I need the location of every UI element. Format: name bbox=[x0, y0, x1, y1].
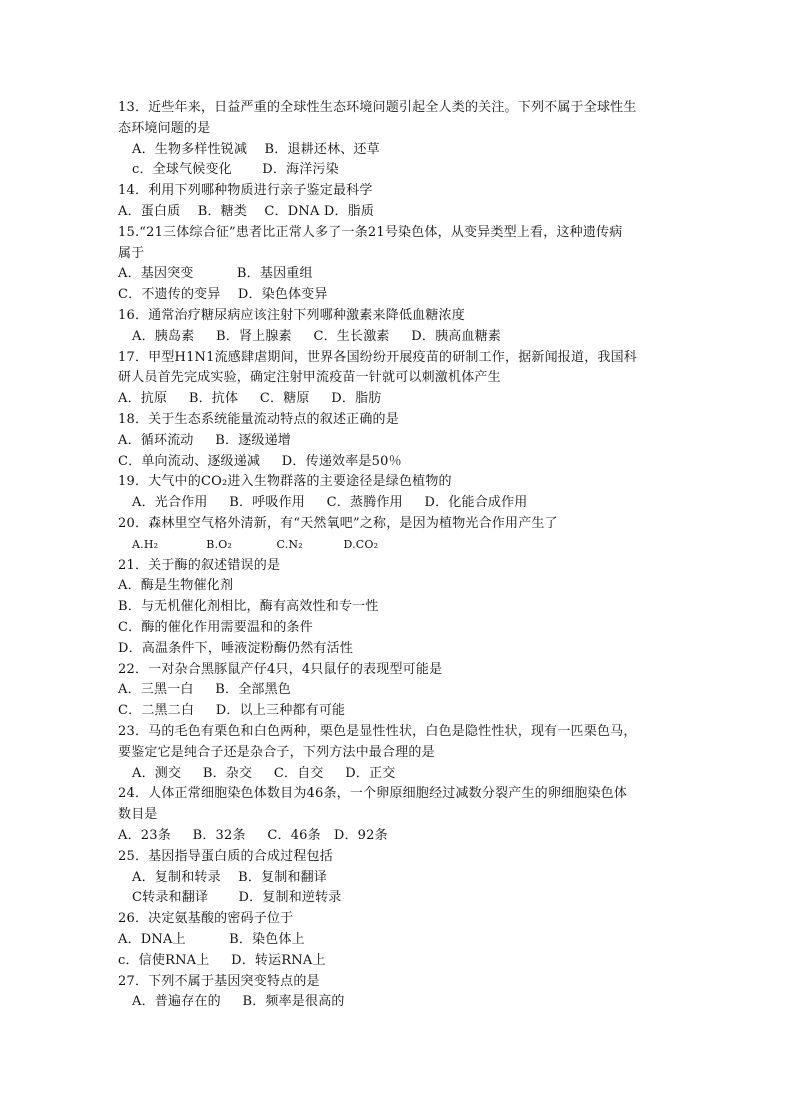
text-line: c．全球气候变化 D．海洋污染 bbox=[132, 162, 339, 178]
text-line: A．生物多样性锐减 B．退耕还林、还草 bbox=[132, 141, 380, 157]
text-line: 27．下列不属于基因突变特点的是 bbox=[118, 973, 320, 989]
text-line: C．酶的催化作用需要温和的条件 bbox=[118, 620, 313, 635]
text-line: 22．一对杂合黑豚鼠产仔4只，4只鼠仔的表现型可能是 bbox=[118, 661, 443, 677]
text-line: B．与无机催化剂相比，酶有高效性和专一性 bbox=[118, 599, 379, 615]
text-line: A．复制和转录 B．复制和翻译 bbox=[132, 869, 328, 885]
text-line: A．抗原 B．抗体 C．糖原 D．脂肪 bbox=[118, 391, 382, 407]
text-line: A．三黑一白 B．全部黑色 bbox=[118, 682, 292, 698]
text-line: A．胰岛素 B．肾上腺素 C．生长激素 D．胰高血糖素 bbox=[132, 328, 502, 344]
text-line: 研人员首先完成实验，确定注射甲流疫苗一针就可以刺激机体产生 bbox=[118, 370, 501, 386]
text-line: A．普遍存在的 B．频率是很高的 bbox=[132, 994, 345, 1010]
text-line: 14．利用下列哪种物质进行亲子鉴定最科学 bbox=[118, 183, 373, 199]
text-line: 20．森林里空气格外清新，有“天然氧吧”之称，是因为植物光合作用产生了 bbox=[118, 516, 558, 531]
text-line: A．测交 B．杂交 C．自交 D．正交 bbox=[132, 765, 396, 781]
text-line: A．蛋白质 B．糖类 C．DNA D．脂质 bbox=[118, 204, 375, 219]
text-line: C．二黑二白 D．以上三种都有可能 bbox=[118, 703, 346, 719]
text-line: A．循环流动 B．逐级递增 bbox=[118, 432, 292, 448]
text-line: 26．决定氨基酸的密码子位于 bbox=[118, 911, 294, 927]
text-line: A．DNA上 B．染色体上 bbox=[118, 932, 305, 947]
text-line: 18．关于生态系统能量流动特点的叙述正确的是 bbox=[118, 412, 399, 427]
text-line: 属于 bbox=[118, 245, 145, 261]
text-line: D．高温条件下，唾液淀粉酶仍然有活性 bbox=[118, 640, 354, 656]
text-line: 17．甲型H1N1流感肆虐期间，世界各国纷纷开展疫苗的研制工作，据新闻报道，我国科 bbox=[118, 349, 637, 365]
text-line: C．不遗传的变异 D．染色体变异 bbox=[118, 287, 328, 303]
text-line: 要鉴定它是纯合子还是杂合子，下列方法中最合理的是 bbox=[118, 744, 435, 760]
text-line: 25．基因指导蛋白质的合成过程包括 bbox=[118, 848, 333, 864]
text-line: 15.“21三体综合征”患者比正常人多了一条21号染色体，从变异类型上看，这种遗传病 bbox=[118, 224, 623, 240]
text-line: A．酶是生物催化剂 bbox=[118, 578, 234, 594]
text-line: A.H₂ B.O₂ C.N₂ D.CO₂ bbox=[132, 537, 379, 551]
text-line: 24．人体正常细胞染色体数目为46条，一个卵原细胞经过减数分裂产生的卵细胞染色体 bbox=[118, 786, 628, 802]
text-line: 数目是 bbox=[118, 807, 158, 823]
text-line: 13．近些年来，日益严重的全球性生态环境问题引起全人类的关注。下列不属于全球性生 bbox=[118, 100, 637, 115]
text-line: 21．关于酶的叙述错误的是 bbox=[118, 557, 281, 573]
text-line: C转录和翻译 D．复制和逆转录 bbox=[132, 890, 342, 906]
text-line: 19．大气中的CO₂进入生物群落的主要途径是绿色植物的 bbox=[118, 474, 452, 490]
text-line: A．基因突变 B．基因重组 bbox=[118, 266, 313, 282]
text-line: A．23条 B．32条 C．46条 D．92条 bbox=[118, 828, 388, 843]
text-line: 23．马的毛色有栗色和白色两种，栗色是显性性状，白色是隐性性状，现有一匹栗色马， bbox=[118, 724, 637, 739]
text-line: c．信使RNA上 D．转运RNA上 bbox=[118, 952, 326, 968]
text-line: C．单向流动、逐级递减 D．传递效率是50％ bbox=[118, 453, 402, 469]
text-line: A．光合作用 B．呼吸作用 C．蒸腾作用 D．化能合成作用 bbox=[132, 495, 528, 511]
text-line: 态环境问题的是 bbox=[118, 120, 211, 136]
text-line: 16．通常治疗糖尿病应该注射下列哪种激素来降低血糖浓度 bbox=[118, 308, 465, 323]
